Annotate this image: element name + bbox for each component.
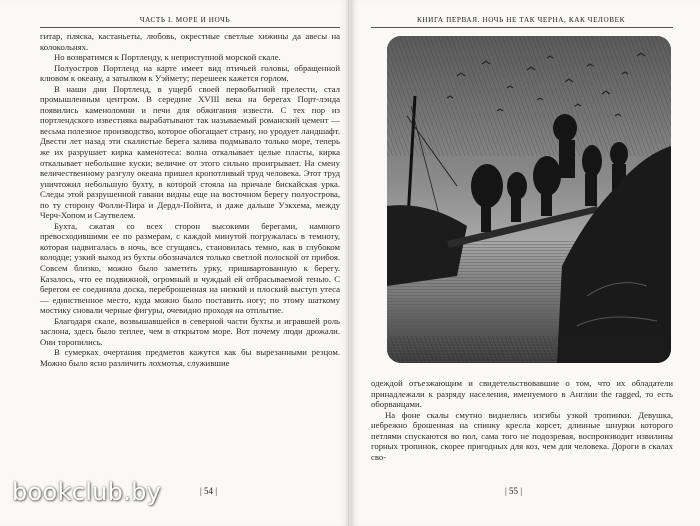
left-page — [0, 0, 349, 526]
right-page — [351, 0, 700, 526]
right-text-column — [371, 378, 673, 462]
paragraph: В сумерках очертания предметов кажутся как бы вырезанными резцом. Можно было ясно различить лохмотья, служившие — [40, 347, 340, 368]
paragraph: гитар, пляска, кастаньеты, любовь, окрестные светлые хижины да авесы на колокольнях. — [40, 31, 340, 52]
header-rule-right — [371, 27, 673, 28]
page-number-right: | 55 | — [505, 486, 523, 496]
header-rule-left — [40, 27, 340, 28]
paragraph: В наши дни Портленд, в ущерб своей первобытной прелести, стал промышленным центром. В середине XVIII века на берегах Порт-лэнда появились каменоломни и печи для обжигания извести. С тех пор из портлендского известняка вырабатывают так называемый романский цемент — весьма полезное производство, которое обогащает страну, но уродует ландшафт. Двести лет назад эти скалистые берега залива подмывало только море, теперь же их разрушает кирка каменотеса: волна откалывает целые пласты, кирка откалывает небольшие куски; величие от этого сильно проигрывает. На смену величественному разгулу океана пришел кропотливый труд человека. Этот труд уничтожил небольшую бухту, в которой стояла на причале бискайская урка. Следы этой разрушенной гавани видны еще на восточном берегу полуострова, по ту сторону Фолли-Пира и Дердл-Пойнта, и даже дальше Уэкхема, между Черч-Хопом и Саутвелем. — [40, 83, 340, 221]
paragraph: Но возвратимся к Портленду, к неприступной морской скале. — [54, 52, 281, 63]
engraving-illustration — [387, 36, 671, 363]
sky-hatching — [387, 36, 671, 156]
site-watermark: bookclub.by — [12, 478, 162, 506]
engraving-svg — [387, 36, 671, 363]
running-head-right: КНИГА ПЕРВАЯ. НОЧЬ НЕ ТАК ЧЕРНА, КАК ЧЕЛОВЕК — [416, 16, 626, 24]
paragraph: Бухта, сжатая со всех сторон высокими берегами, намного превосходившими ее по размерам, с каждой минутой погружалась в темноту, которая надвигалась в ночь, все сгущаясь, становилась темно, как в глубоком колодце; узкий выход из бухты обозначался только светлой полоской от прибоя. Совсем близко, можно было заметить урку, пришвартованную к берегу. Казалось, что ее подвижной, огромный и чуждый ей отбрасываемой тенью. С берегом ее соединяла доска, переброшенная на низкий и плоский выступ утеса — единственное место, куда можно было поставить ногу; по этому шаткому мостику сновали черные фигуры, очевидно проходя на отплытие. — [40, 220, 340, 316]
paragraph: одеждой отъезжающим и свидетельствовавшие о том, что их обладатели принадлежали к разряду населения, именуемого в Англии the ragged, то есть оборванцами. — [371, 378, 673, 410]
paragraph: Полуостров Портленд на карте имеет вид птичьей головы, обращенной клювом к океану, а затылком к Уэймету; перешеек кажется горлом. — [40, 62, 340, 84]
left-text-column — [40, 31, 340, 369]
page-number-left: | 54 | — [200, 486, 218, 496]
foreground-shore — [387, 336, 671, 363]
paragraph: На фоне скалы смутно виднелись изгибы узкой тропинки. Девушка, небрежно брошенная на спинку кресла корсет, длинные шнурки которого петлями спускаются во пол, сама того не подозревая, воспроизводит извилины горных тропинок, скорее пригодных для коз, чем для человека. Дороги в скалах сво- — [371, 409, 673, 462]
paragraph: Благодаря скале, возвышавшейся в северной части бухты и игравшей роль заслона, здесь было теплее, чем в открытом море. Вот почему люди дрожали. Они торопились. — [40, 315, 340, 347]
running-head-left: ЧАСТЬ I. МОРЕ И НОЧЬ — [139, 16, 231, 24]
